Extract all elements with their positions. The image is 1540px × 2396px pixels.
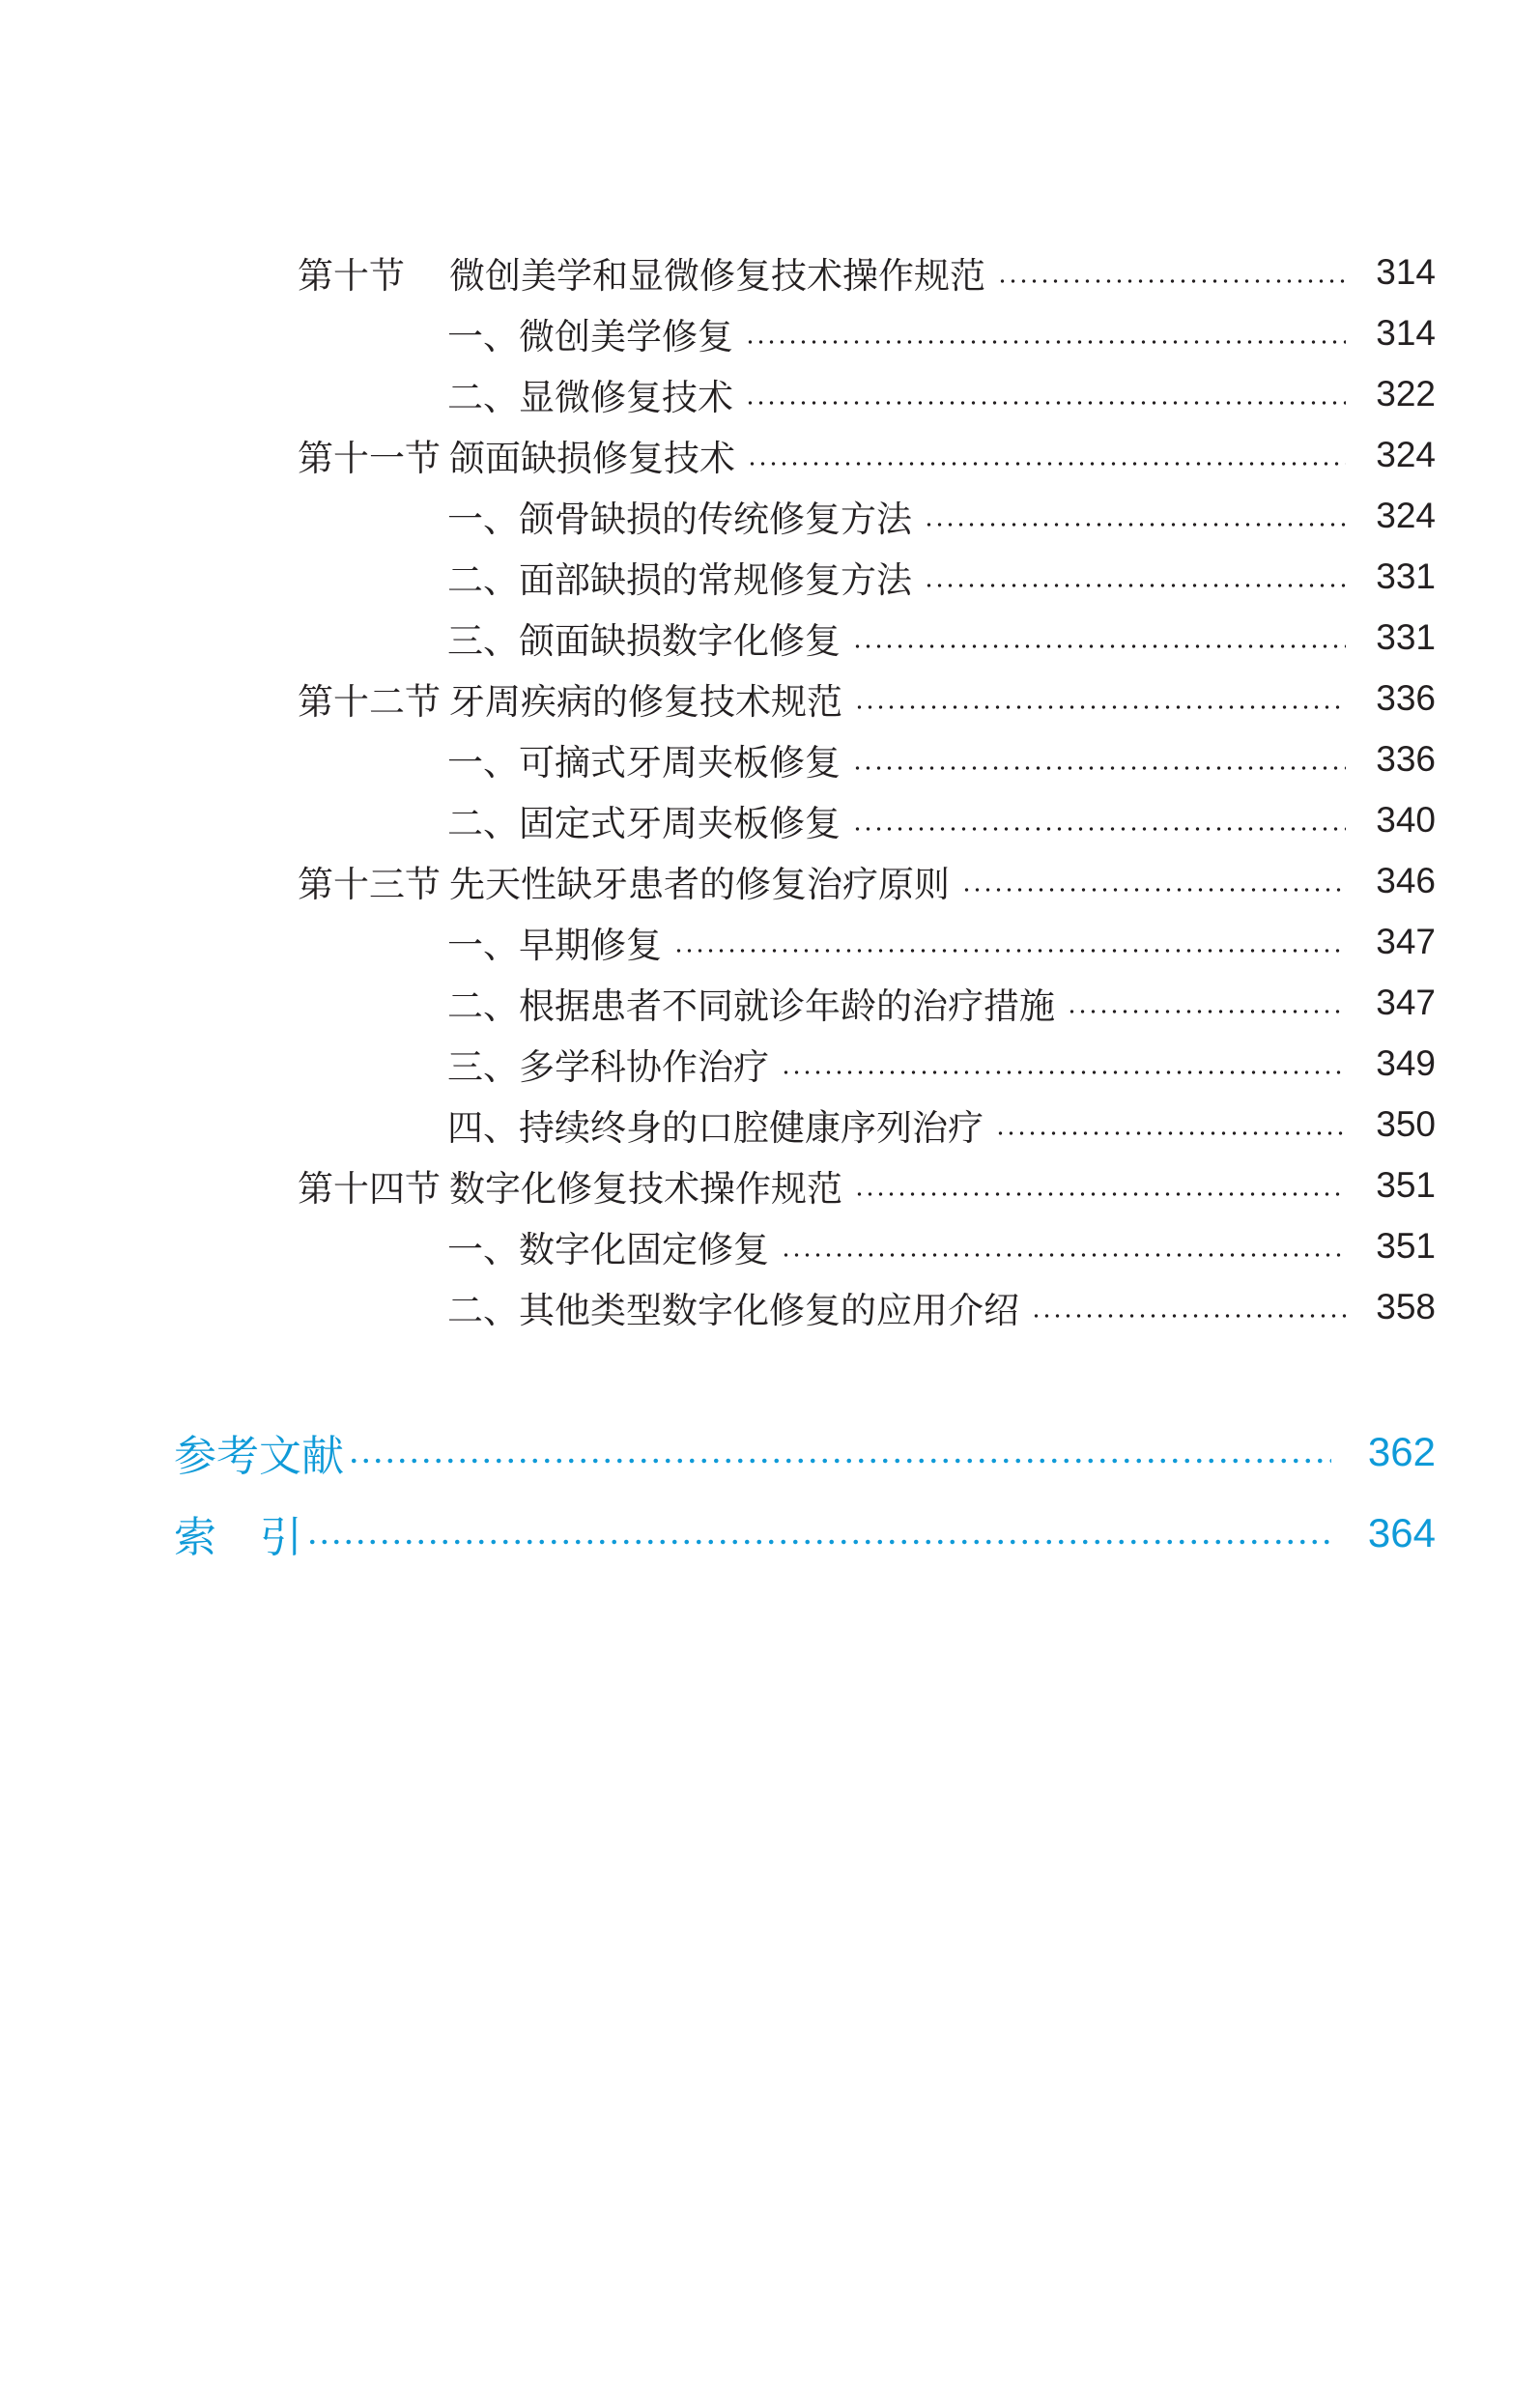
page-number: 362 bbox=[1367, 1429, 1436, 1474]
page-number: 349 bbox=[1376, 1043, 1436, 1083]
item-title: 二、固定式牙周夹板修复 bbox=[447, 803, 841, 844]
toc-section-14[interactable] bbox=[298, 1161, 1436, 1210]
section-name: 数字化修复技术操作规范 bbox=[449, 1168, 842, 1210]
toc-item[interactable] bbox=[447, 918, 1436, 966]
item-title: 一、早期修复 bbox=[447, 925, 662, 966]
section-name: 颌面缺损修复技术 bbox=[449, 438, 735, 479]
dot-leader bbox=[1031, 1283, 1346, 1331]
index-title-left: 索 bbox=[174, 1513, 216, 1562]
dot-leader bbox=[924, 492, 1346, 540]
toc-item[interactable] bbox=[447, 370, 1436, 418]
page-number: 358 bbox=[1376, 1287, 1436, 1326]
toc-section-12[interactable] bbox=[298, 674, 1436, 723]
section-title bbox=[298, 1159, 842, 1212]
toc-item[interactable] bbox=[447, 1222, 1436, 1270]
dot-leader bbox=[781, 1040, 1346, 1088]
dot-leader bbox=[924, 553, 1346, 601]
page-number: 314 bbox=[1376, 313, 1436, 353]
dot-leader bbox=[997, 248, 1346, 297]
dot-leader bbox=[747, 431, 1346, 479]
section-name: 牙周疾病的修复技术规范 bbox=[449, 681, 842, 723]
dot-leader bbox=[995, 1100, 1346, 1149]
page-number: 351 bbox=[1376, 1165, 1436, 1205]
item-title: 一、颌骨缺损的传统修复方法 bbox=[447, 499, 912, 540]
section-name: 先天性缺牙患者的修复治疗原则 bbox=[449, 864, 950, 905]
toc-index[interactable] bbox=[174, 1504, 1436, 1562]
page-number: 324 bbox=[1376, 435, 1436, 474]
section-title bbox=[298, 672, 842, 725]
page-number: 331 bbox=[1376, 556, 1436, 596]
toc-section-10[interactable] bbox=[298, 248, 1436, 297]
dot-leader bbox=[745, 370, 1346, 418]
item-title: 一、数字化固定修复 bbox=[447, 1229, 769, 1270]
dot-leader bbox=[348, 1423, 1331, 1481]
section-label: 第十二节 bbox=[298, 681, 441, 723]
dot-leader bbox=[745, 309, 1346, 357]
toc-item[interactable] bbox=[447, 979, 1436, 1027]
toc-item[interactable] bbox=[447, 796, 1436, 844]
item-title: 四、持续终身的口腔健康序列治疗 bbox=[447, 1107, 984, 1149]
item-title: 二、其他类型数字化修复的应用介绍 bbox=[447, 1290, 1019, 1331]
toc-item[interactable] bbox=[447, 1040, 1436, 1088]
toc-item[interactable] bbox=[447, 1283, 1436, 1331]
dot-leader bbox=[852, 735, 1346, 784]
toc-section-13[interactable] bbox=[298, 857, 1436, 905]
page-number: 322 bbox=[1376, 374, 1436, 414]
page-number: 346 bbox=[1376, 861, 1436, 900]
section-name: 微创美学和显微修复技术操作规范 bbox=[449, 255, 985, 297]
section-title bbox=[298, 246, 985, 299]
item-title: 二、面部缺损的常规修复方法 bbox=[447, 559, 912, 601]
page-number: 351 bbox=[1376, 1226, 1436, 1266]
dot-leader bbox=[781, 1222, 1346, 1270]
section-title bbox=[298, 855, 950, 907]
dot-leader bbox=[306, 1504, 1331, 1562]
section-label: 第十四节 bbox=[298, 1168, 441, 1210]
page-number: 347 bbox=[1376, 922, 1436, 961]
item-title: 三、多学科协作治疗 bbox=[447, 1046, 769, 1088]
toc-section-11[interactable] bbox=[298, 431, 1436, 479]
page-number: 314 bbox=[1376, 252, 1436, 292]
item-title: 二、根据患者不同就诊年龄的治疗措施 bbox=[447, 985, 1055, 1027]
section-label: 第十节 bbox=[298, 255, 405, 297]
toc-item[interactable] bbox=[447, 492, 1436, 540]
index-title-right: 引 bbox=[260, 1513, 302, 1562]
dot-leader bbox=[852, 613, 1346, 662]
index-title bbox=[174, 1502, 302, 1564]
references-title: 参考文献 bbox=[174, 1432, 344, 1481]
toc-item[interactable] bbox=[447, 309, 1436, 357]
page-number: 336 bbox=[1376, 739, 1436, 779]
item-title: 二、显微修复技术 bbox=[447, 377, 733, 418]
dot-leader bbox=[854, 674, 1346, 723]
section-label: 第十三节 bbox=[298, 864, 441, 905]
dot-leader bbox=[854, 1161, 1346, 1210]
item-title: 一、微创美学修复 bbox=[447, 316, 733, 357]
toc-references[interactable] bbox=[174, 1423, 1436, 1481]
dot-leader bbox=[673, 918, 1346, 966]
dot-leader bbox=[1067, 979, 1346, 1027]
page-number: 324 bbox=[1376, 496, 1436, 535]
item-title: 一、可摘式牙周夹板修复 bbox=[447, 742, 841, 784]
page-number: 364 bbox=[1367, 1510, 1436, 1555]
toc-item[interactable] bbox=[447, 553, 1436, 601]
toc-item[interactable] bbox=[447, 613, 1436, 662]
page-number: 336 bbox=[1376, 678, 1436, 718]
section-label: 第十一节 bbox=[298, 438, 441, 479]
dot-leader bbox=[961, 857, 1346, 905]
page-number: 350 bbox=[1376, 1104, 1436, 1144]
page-number: 347 bbox=[1376, 983, 1436, 1022]
item-title: 三、颌面缺损数字化修复 bbox=[447, 620, 841, 662]
toc-item[interactable] bbox=[447, 735, 1436, 784]
page-number: 340 bbox=[1376, 800, 1436, 840]
toc-item[interactable] bbox=[447, 1100, 1436, 1149]
dot-leader bbox=[852, 796, 1346, 844]
page-number: 331 bbox=[1376, 617, 1436, 657]
section-title bbox=[298, 429, 735, 481]
